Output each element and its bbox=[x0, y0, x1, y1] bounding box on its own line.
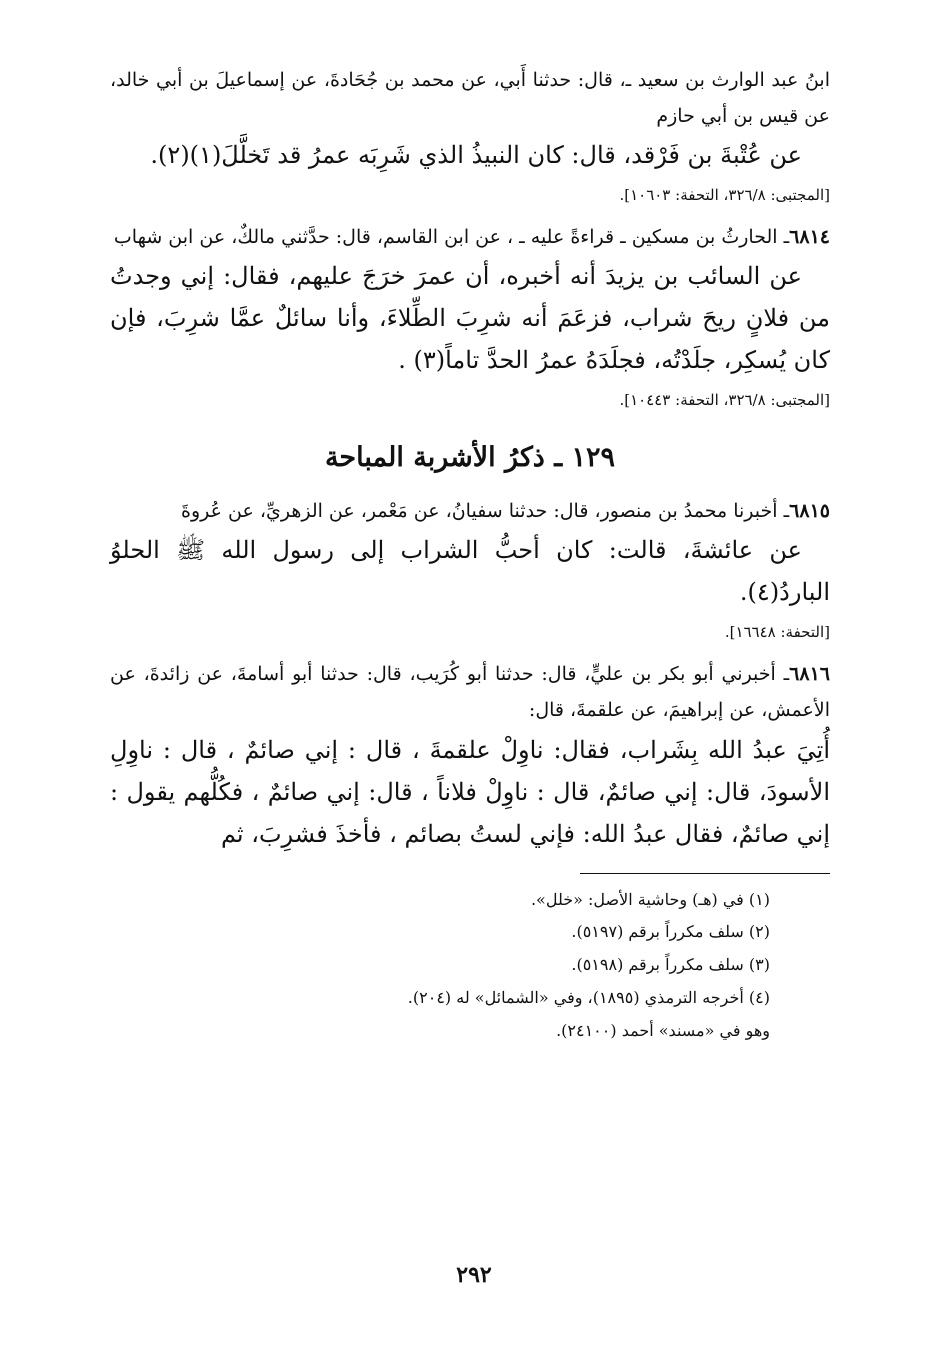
footnote: (١) في (هـ) وحاشية الأصل: «خلل». bbox=[530, 889, 770, 909]
hadith-isnad-text: ـ الحارثُ بن مسكين ـ قراءةً عليه ـ ، عن ابن القاسم، قال: حدَّثني مالكٌ، عن ابن شهاب bbox=[113, 226, 790, 249]
isnad-text: ابنُ عبد الوارث بن سعيد ـ، قال: حدثنا أَبي، عن محمد بن جُحَادةَ، عن إسماعيلَ بن أبي خالد، عن قيس بن أبي حازم bbox=[110, 69, 830, 128]
reference-note: [المجتبى: ٣٢٦/٨، التحفة: ١٠٤٤٣]. bbox=[619, 391, 830, 410]
hadith-number: ٦٨١٥ bbox=[789, 500, 830, 523]
footnote-continuation: وهو في «مسند» أحمد (٢٤١٠٠). bbox=[556, 1020, 770, 1040]
hadith-isnad-text: ـ أخبرني أبو بكر بن عليٍّ، قال: حدثنا أبو كُرَيب، قال: حدثنا أبو أسامةَ، عن زائدةَ، عن الأعمش، عن إبراهيمَ، عن علقمةَ، قال: bbox=[110, 663, 830, 722]
reference-note: [التحفة: ١٦٦٤٨]. bbox=[724, 623, 830, 642]
matn-text: عن السائب بن يزيدَ أنه أخبره، أن عمرَ خرَجَ عليهم، فقال: إني وجدتُ من فلانٍ ريحَ شراب، فزعَمَ أنه شرِبَ الطِّلاءَ، وأنا سائلٌ عمَّا شرِبَ، فإن كان يُسكِر، جلَدْتُه، فجلَدَهُ عمرُ الحدَّ تاماً(٣) . bbox=[110, 262, 830, 375]
footnote: (٣) سلف مكرراً برقم (٥١٩٨). bbox=[571, 955, 770, 975]
hadith-6816-isnad bbox=[110, 656, 830, 728]
footnotes bbox=[110, 884, 830, 1048]
matn-text: أُتِيَ عبدُ الله بِشَراب، فقال: ناوِلْ علقمةَ ، قال : إني صائمٌ ، قال : ناوِلِ الأسودَ، قال: إني صائمٌ، قال : ناوِلْ فلاناً ، قال: إني صائمٌ ، فكُلُّهم يقول : إني صائمٌ، فقال عبدُ الله: فإني لستُ بصائم ، فأخذَ فشرِبَ، ثم bbox=[110, 735, 830, 848]
matn-text: عن عُتْبةَ بن فَرْقد، قال: كان النبيذُ الذي شَرِبَه عمرُ قد تَخلَّلَ(١)(٢). bbox=[150, 141, 802, 170]
hadith-6814-isnad bbox=[110, 219, 830, 255]
page-number: ٢٩٢ bbox=[456, 1262, 492, 1288]
page-body bbox=[110, 62, 830, 1048]
reference-note: [المجتبى: ٣٢٦/٨، التحفة: ١٠٦٠٣]. bbox=[619, 186, 830, 205]
footnote: (٤) أخرجه الترمذي (١٨٩٥)، وفي «الشمائل» له (٢٠٤). bbox=[407, 987, 770, 1007]
footnote-separator bbox=[580, 873, 830, 874]
hadith-number: ٦٨١٦ bbox=[789, 663, 830, 686]
hadith-isnad-text: ـ أخبرنا محمدُ بن منصور، قال: حدثنا سفيانُ، عن مَعْمر، عن الزهريِّ، عن عُروةَ bbox=[181, 500, 790, 523]
matn-text: عن عائشةَ، قالت: كان أحبُّ الشراب إلى رسول الله ﷺ الحلوُ الباردُ(٤). bbox=[110, 536, 830, 607]
footnote: (٢) سلف مكرراً برقم (٥١٩٧). bbox=[571, 922, 770, 942]
chapter-heading: ١٢٩ ـ ذكرُ الأشربة المباحة bbox=[324, 442, 616, 474]
hadith-number: ٦٨١٤ bbox=[789, 226, 830, 249]
hadith-6815-isnad bbox=[110, 493, 830, 529]
